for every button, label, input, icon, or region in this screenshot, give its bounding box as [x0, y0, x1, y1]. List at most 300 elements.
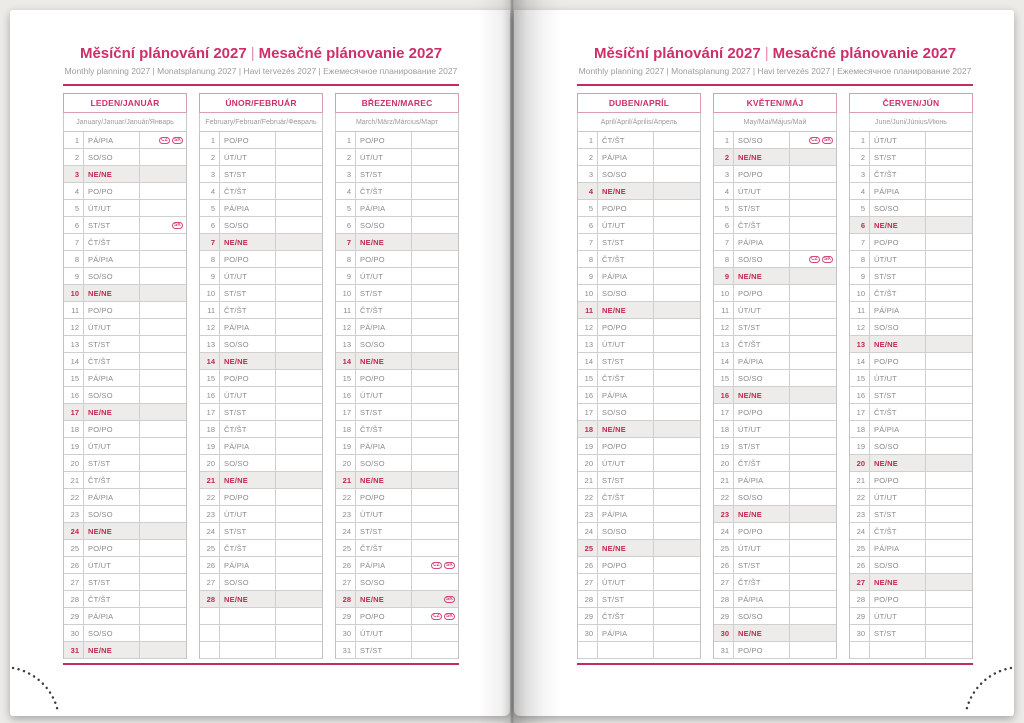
day-number: 21	[714, 472, 734, 488]
notes-cell	[926, 166, 972, 182]
day-number: 15	[578, 370, 598, 386]
weekday-label: PÁ/PIA	[734, 472, 790, 488]
notes-cell	[276, 251, 322, 267]
notes-cell	[790, 200, 836, 216]
weekday-label: ČT/ŠT	[220, 302, 276, 318]
weekday-label: ÚT/UT	[356, 506, 412, 522]
notes-cell	[654, 506, 700, 522]
day-row	[64, 438, 186, 455]
weekday-label: PÁ/PIA	[598, 625, 654, 641]
weekday-label: ČT/ŠT	[220, 183, 276, 199]
notes-cell	[140, 183, 186, 199]
day-row	[714, 217, 836, 234]
day-number: 18	[336, 421, 356, 437]
day-number: 24	[850, 523, 870, 539]
day-row	[578, 591, 700, 608]
day-number: 3	[714, 166, 734, 182]
weekday-label: SO/SO	[356, 574, 412, 590]
notes-cell	[790, 387, 836, 403]
day-number: 17	[578, 404, 598, 420]
weekday-label: PO/PO	[84, 540, 140, 556]
weekday-label: ÚT/UT	[220, 268, 276, 284]
page-subtitle: Monthly planning 2027 | Monatsplanung 2027 | Havi tervezés 2027 | Ежемесячное планирование 2027	[578, 66, 972, 76]
notes-cell	[276, 455, 322, 471]
month-subtitle: January/Januar/Január/Январь	[76, 118, 174, 126]
day-number: 29	[336, 608, 356, 624]
weekday-label: ÚT/UT	[870, 489, 926, 505]
day-number: 16	[714, 387, 734, 403]
weekday-label: PÁ/PIA	[220, 200, 276, 216]
day-number: 11	[850, 302, 870, 318]
day-number: 14	[850, 353, 870, 369]
day-number: 25	[578, 540, 598, 556]
day-row	[336, 251, 458, 268]
notes-cell	[654, 285, 700, 301]
day-row	[714, 489, 836, 506]
day-number: 12	[850, 319, 870, 335]
month-subtitle-row	[849, 113, 973, 132]
day-row	[850, 438, 972, 455]
day-number: 8	[200, 251, 220, 267]
holiday-badge-cz: CZ	[159, 137, 170, 144]
day-row	[578, 268, 700, 285]
notes-cell	[276, 591, 322, 607]
month-rows	[335, 132, 459, 659]
day-row	[200, 625, 322, 642]
day-number: 2	[578, 149, 598, 165]
day-row	[336, 489, 458, 506]
day-row	[336, 200, 458, 217]
day-number: 15	[714, 370, 734, 386]
day-number: 13	[850, 336, 870, 352]
weekday-label: NE/NE	[84, 404, 140, 420]
notes-cell	[654, 438, 700, 454]
day-row	[578, 251, 700, 268]
weekday-label: SO/SO	[598, 166, 654, 182]
months-row	[63, 93, 459, 659]
day-row	[336, 506, 458, 523]
day-number: 24	[64, 523, 84, 539]
day-number: 15	[200, 370, 220, 386]
weekday-label: PO/PO	[84, 302, 140, 318]
day-row	[200, 268, 322, 285]
day-number: 18	[200, 421, 220, 437]
perforation-dots-right	[960, 661, 1022, 723]
notes-cell	[790, 319, 836, 335]
holiday-badge-sk: SK	[444, 562, 455, 569]
day-number: 7	[200, 234, 220, 250]
day-number: 18	[714, 421, 734, 437]
day-number: 7	[850, 234, 870, 250]
notes-cell	[140, 234, 186, 250]
weekday-label: PÁ/PIA	[84, 608, 140, 624]
month-table	[335, 93, 459, 659]
day-number: 1	[714, 132, 734, 148]
weekday-label: ČT/ŠT	[356, 540, 412, 556]
day-number: 19	[64, 438, 84, 454]
day-row	[336, 472, 458, 489]
weekday-label: NE/NE	[870, 455, 926, 471]
day-number: 8	[336, 251, 356, 267]
holiday-badge-sk: SK	[172, 137, 183, 144]
weekday-label: SO/SO	[870, 557, 926, 573]
holiday-badge-cz: CZ	[431, 613, 442, 620]
notes-cell	[412, 302, 458, 318]
day-row	[850, 336, 972, 353]
day-row	[714, 642, 836, 659]
months-row	[577, 93, 973, 659]
notes-cell	[654, 302, 700, 318]
day-number: 18	[578, 421, 598, 437]
notes-cell	[276, 132, 322, 148]
day-number: 27	[200, 574, 220, 590]
weekday-label: SO/SO	[220, 217, 276, 233]
notes-cell	[276, 642, 322, 658]
weekday-label: PO/PO	[870, 234, 926, 250]
weekday-label: SO/SO	[734, 251, 790, 267]
notes-cell	[412, 523, 458, 539]
weekday-label: ÚT/UT	[84, 319, 140, 335]
page-title	[577, 46, 973, 62]
weekday-label: PÁ/PIA	[598, 387, 654, 403]
notes-cell	[276, 438, 322, 454]
day-row	[336, 642, 458, 659]
right-page	[514, 10, 1014, 716]
notes-cell	[412, 421, 458, 437]
day-row	[64, 506, 186, 523]
day-number: 13	[64, 336, 84, 352]
day-row	[64, 336, 186, 353]
day-number: 16	[850, 387, 870, 403]
notes-cell	[790, 404, 836, 420]
day-number: 7	[714, 234, 734, 250]
day-row	[850, 319, 972, 336]
notes-cell	[412, 404, 458, 420]
notes-cell	[790, 506, 836, 522]
page-title-czech: Měsíční plánování 2027	[593, 45, 761, 62]
notes-cell	[412, 336, 458, 352]
weekday-label: NE/NE	[356, 472, 412, 488]
weekday-label: ÚT/UT	[870, 608, 926, 624]
day-row	[336, 370, 458, 387]
weekday-label: ST/ST	[870, 387, 926, 403]
notes-cell	[276, 404, 322, 420]
day-row	[336, 302, 458, 319]
notes-cell	[790, 149, 836, 165]
day-number: 17	[200, 404, 220, 420]
day-number: 19	[578, 438, 598, 454]
notes-cell	[926, 506, 972, 522]
day-number: 29	[64, 608, 84, 624]
day-number: 26	[200, 557, 220, 573]
weekday-label: ČT/ŠT	[870, 166, 926, 182]
notes-cell	[790, 455, 836, 471]
month-header	[63, 93, 187, 113]
day-number: 1	[64, 132, 84, 148]
day-row	[850, 200, 972, 217]
day-number: 28	[64, 591, 84, 607]
day-number: 14	[64, 353, 84, 369]
notes-cell	[790, 591, 836, 607]
notes-cell	[790, 166, 836, 182]
notes-cell	[140, 591, 186, 607]
day-number: 27	[578, 574, 598, 590]
notes-cell	[140, 455, 186, 471]
weekday-label: PÁ/PIA	[598, 268, 654, 284]
notes-cell	[926, 149, 972, 165]
weekday-label: PO/PO	[220, 251, 276, 267]
notes-cell	[276, 149, 322, 165]
day-row	[714, 404, 836, 421]
day-row	[336, 149, 458, 166]
day-row	[64, 302, 186, 319]
day-number: 11	[336, 302, 356, 318]
weekday-label: SO/SO	[870, 319, 926, 335]
day-row	[714, 438, 836, 455]
day-row	[578, 421, 700, 438]
notes-cell	[140, 302, 186, 318]
notes-cell	[140, 438, 186, 454]
day-number: 13	[714, 336, 734, 352]
weekday-label: ÚT/UT	[870, 251, 926, 267]
day-number: 25	[714, 540, 734, 556]
weekday-label: PO/PO	[734, 166, 790, 182]
notes-cell	[140, 489, 186, 505]
day-number: 28	[578, 591, 598, 607]
weekday-label: SO/SO	[598, 285, 654, 301]
day-row	[850, 217, 972, 234]
day-row	[336, 557, 458, 574]
perforation-dots-left	[2, 661, 64, 723]
holiday-badge-sk: SK	[822, 256, 833, 263]
notes-cell	[926, 234, 972, 250]
notes-cell	[140, 387, 186, 403]
bottom-rule	[577, 663, 973, 665]
weekday-label: ST/ST	[356, 285, 412, 301]
weekday-label: PÁ/PIA	[220, 438, 276, 454]
notes-cell	[412, 319, 458, 335]
weekday-label: PO/PO	[84, 183, 140, 199]
weekday-label: SO/SO	[220, 336, 276, 352]
day-row	[714, 506, 836, 523]
weekday-label: ST/ST	[870, 625, 926, 641]
day-number: 26	[578, 557, 598, 573]
day-number: 5	[578, 200, 598, 216]
notes-cell	[790, 268, 836, 284]
weekday-label: ST/ST	[220, 166, 276, 182]
weekday-label: PÁ/PIA	[84, 251, 140, 267]
weekday-label: ÚT/UT	[734, 540, 790, 556]
month-subtitle: April/April/Április/Апрель	[600, 118, 678, 126]
day-row	[714, 183, 836, 200]
weekday-label: ST/ST	[84, 217, 140, 233]
day-row	[200, 642, 322, 659]
notes-cell	[654, 591, 700, 607]
notes-cell	[276, 234, 322, 250]
day-row	[850, 540, 972, 557]
day-number: 12	[578, 319, 598, 335]
day-number: 21	[578, 472, 598, 488]
day-row	[578, 472, 700, 489]
notes-cell	[926, 642, 972, 658]
day-row	[850, 404, 972, 421]
day-row	[64, 234, 186, 251]
weekday-label: ST/ST	[870, 506, 926, 522]
weekday-label: NE/NE	[870, 336, 926, 352]
notes-cell	[140, 132, 186, 148]
day-row	[336, 183, 458, 200]
day-number: 22	[714, 489, 734, 505]
day-number: 10	[200, 285, 220, 301]
day-row	[64, 387, 186, 404]
notes-cell	[276, 166, 322, 182]
day-number: 16	[200, 387, 220, 403]
day-number: 23	[336, 506, 356, 522]
month-name: ČERVEN/JÚN	[882, 98, 940, 108]
day-row	[714, 166, 836, 183]
notes-cell	[654, 421, 700, 437]
weekday-label: ÚT/UT	[870, 370, 926, 386]
notes-cell	[654, 268, 700, 284]
weekday-label: ST/ST	[598, 591, 654, 607]
day-row	[578, 642, 700, 659]
notes-cell	[412, 285, 458, 301]
weekday-label: SO/SO	[734, 608, 790, 624]
weekday-label: ÚT/UT	[356, 387, 412, 403]
weekday-label: ÚT/UT	[84, 438, 140, 454]
month-subtitle-row	[577, 113, 701, 132]
day-number: 27	[850, 574, 870, 590]
day-number: 3	[578, 166, 598, 182]
day-row	[850, 285, 972, 302]
day-row	[336, 421, 458, 438]
weekday-label: NE/NE	[84, 642, 140, 658]
day-row	[578, 217, 700, 234]
notes-cell	[140, 472, 186, 488]
month-table	[713, 93, 837, 659]
month-subtitle-row	[199, 113, 323, 132]
weekday-label: ÚT/UT	[356, 149, 412, 165]
day-number: 13	[336, 336, 356, 352]
day-number: 10	[336, 285, 356, 301]
notes-cell	[654, 319, 700, 335]
day-number: 27	[64, 574, 84, 590]
weekday-label: ST/ST	[356, 404, 412, 420]
weekday-label: NE/NE	[734, 268, 790, 284]
notes-cell	[926, 489, 972, 505]
day-number: 22	[64, 489, 84, 505]
weekday-label: NE/NE	[598, 421, 654, 437]
day-number: 3	[200, 166, 220, 182]
day-row	[64, 591, 186, 608]
notes-cell	[412, 166, 458, 182]
month-name: LEDEN/JANUÁR	[90, 98, 160, 108]
month-subtitle: June/Juni/Június/Июнь	[875, 118, 947, 126]
weekday-label: ČT/ŠT	[598, 489, 654, 505]
day-number: 16	[578, 387, 598, 403]
notes-cell	[140, 421, 186, 437]
weekday-label: ČT/ŠT	[870, 285, 926, 301]
weekday-label: NE/NE	[598, 540, 654, 556]
weekday-label: ST/ST	[356, 523, 412, 539]
bottom-rule	[63, 663, 459, 665]
notes-cell	[412, 217, 458, 233]
month-table	[849, 93, 973, 659]
month-rows	[577, 132, 701, 659]
day-row	[850, 489, 972, 506]
notes-cell	[276, 421, 322, 437]
day-number: 1	[850, 132, 870, 148]
day-number: 4	[200, 183, 220, 199]
day-row	[714, 353, 836, 370]
weekday-label: ST/ST	[356, 166, 412, 182]
day-row	[578, 319, 700, 336]
day-number: 31	[336, 642, 356, 658]
day-number: 28	[336, 591, 356, 607]
day-row	[850, 608, 972, 625]
holiday-badge-sk: SK	[444, 613, 455, 620]
day-row	[714, 200, 836, 217]
weekday-label: ST/ST	[598, 234, 654, 250]
weekday-label: SO/SO	[84, 625, 140, 641]
day-row	[200, 149, 322, 166]
day-row	[714, 455, 836, 472]
notes-cell	[412, 591, 458, 607]
day-number: 20	[578, 455, 598, 471]
day-row	[850, 268, 972, 285]
weekday-label: NE/NE	[220, 472, 276, 488]
notes-cell	[412, 268, 458, 284]
notes-cell	[926, 302, 972, 318]
day-row	[64, 625, 186, 642]
weekday-label: ST/ST	[734, 319, 790, 335]
day-row	[714, 387, 836, 404]
day-number: 9	[336, 268, 356, 284]
day-row	[714, 608, 836, 625]
weekday-label: ST/ST	[734, 200, 790, 216]
notes-cell	[654, 608, 700, 624]
day-row	[714, 523, 836, 540]
weekday-label: ÚT/UT	[598, 455, 654, 471]
weekday-label: PO/PO	[598, 438, 654, 454]
notes-cell	[140, 404, 186, 420]
weekday-label: NE/NE	[220, 591, 276, 607]
notes-cell	[276, 557, 322, 573]
weekday-label: PÁ/PIA	[84, 489, 140, 505]
day-number: 17	[336, 404, 356, 420]
title-divider: |	[250, 45, 255, 62]
day-row	[850, 234, 972, 251]
day-number: 21	[336, 472, 356, 488]
day-row	[64, 540, 186, 557]
weekday-label: PO/PO	[356, 489, 412, 505]
weekday-label: ÚT/UT	[356, 268, 412, 284]
notes-cell	[790, 540, 836, 556]
weekday-label: NE/NE	[598, 183, 654, 199]
day-number: 21	[850, 472, 870, 488]
notes-cell	[140, 268, 186, 284]
weekday-label: PÁ/PIA	[870, 540, 926, 556]
notes-cell	[276, 387, 322, 403]
notes-cell	[790, 523, 836, 539]
day-number: 15	[64, 370, 84, 386]
notes-cell	[140, 506, 186, 522]
day-row	[200, 387, 322, 404]
notes-cell	[412, 455, 458, 471]
notes-cell	[654, 523, 700, 539]
day-number: 2	[714, 149, 734, 165]
day-row	[578, 506, 700, 523]
